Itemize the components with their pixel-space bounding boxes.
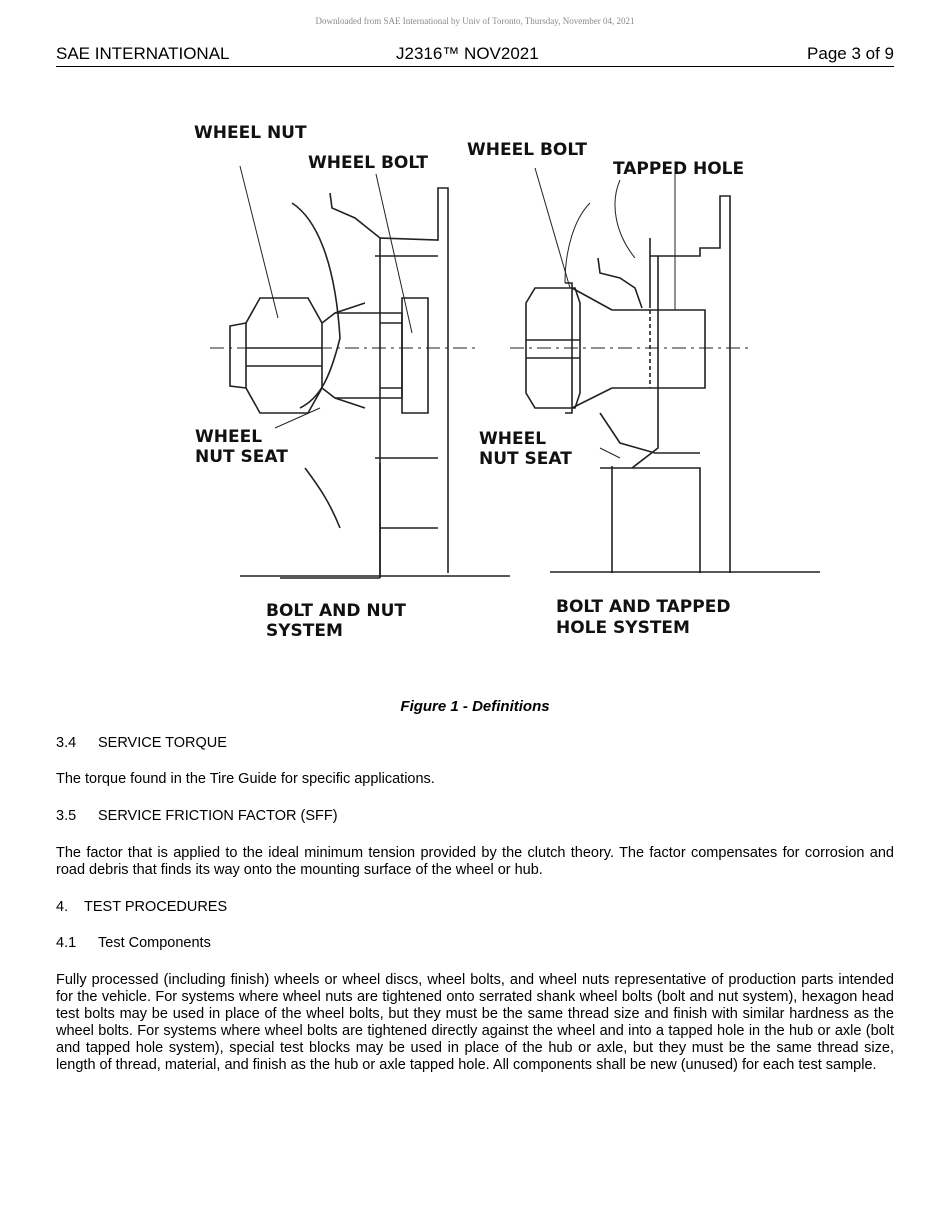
label-tapped-hole: TAPPED HOLE (613, 159, 745, 179)
figure-definitions-drawing (180, 108, 840, 668)
label-wheel-bolt-left: WHEEL BOLT (308, 153, 428, 173)
section-4-1-heading (56, 935, 894, 952)
figure-svg (180, 108, 840, 668)
header-organization: SAE INTERNATIONAL (56, 44, 230, 63)
section-3-5-heading (56, 808, 894, 825)
header-page-number: Page 3 of 9 (807, 44, 894, 63)
section-title: Test Components (98, 935, 211, 951)
section-title: SERVICE TORQUE (98, 735, 227, 751)
bolt-and-tapped-hole-drawing (510, 168, 820, 573)
section-3-4-heading (56, 735, 894, 752)
label-bolt-and-nut: BOLT AND NUT (266, 601, 406, 621)
label-nut-seat-right: NUT SEAT (479, 449, 572, 469)
section-number: 4. (56, 899, 69, 915)
label-system: SYSTEM (266, 621, 343, 641)
label-wheel-nut: WHEEL NUT (194, 123, 307, 143)
section-3-5-text: The factor that is applied to the ideal minimum tension provided by the clutch theory. The factor compensates for corrosion and road debris that finds its way onto the mounting surface of the wheel or hub. (56, 845, 894, 878)
section-title: TEST PROCEDURES (84, 899, 228, 915)
section-title: SERVICE FRICTION FACTOR (SFF) (98, 808, 338, 824)
page-header (56, 44, 894, 67)
label-bolt-and-tapped: BOLT AND TAPPED (556, 597, 731, 617)
section-number: 4.1 (56, 935, 77, 951)
label-wheel-right: WHEEL (479, 429, 547, 449)
header-document-id: J2316™ NOV2021 (396, 44, 539, 63)
section-number: 3.4 (56, 735, 77, 751)
download-watermark: Downloaded from SAE International by Univ of Toronto, Thursday, November 04, 2021 (315, 16, 635, 26)
label-wheel-bolt-right: WHEEL BOLT (467, 140, 587, 160)
section-3-4-text: The torque found in the Tire Guide for specific applications. (56, 771, 435, 787)
section-4-1-text: Fully processed (including finish) wheels or wheel discs, wheel bolts, and wheel nuts representative of production parts intended for the vehicle. For systems where wheel nuts are tightened onto serrated shank wheel bolts (bolt and nut system), hexagon head test bolts may be used in place of the wheel bolts, but they must be the same thread size and finish with similar hardness as the wheel bolts. For systems where wheel bolts are tightened directly against the wheel and into a tapped hole in the hub or axle (bolt and tapped hole system), special test blocks may be used in place of the hub or axle, but they must be the same thread size, length of thread, material, and finish as the hub or axle tapped hole. All components shall be new (unused) for each test sample. (56, 972, 894, 1073)
section-4-heading (56, 899, 894, 916)
label-nut-seat-left: NUT SEAT (195, 447, 288, 467)
figure-caption: Figure 1 - Definitions (400, 698, 550, 715)
label-wheel-left: WHEEL (195, 427, 263, 447)
section-number: 3.5 (56, 808, 77, 824)
bolt-and-nut-drawing (210, 166, 510, 578)
label-hole-system: HOLE SYSTEM (556, 618, 690, 638)
